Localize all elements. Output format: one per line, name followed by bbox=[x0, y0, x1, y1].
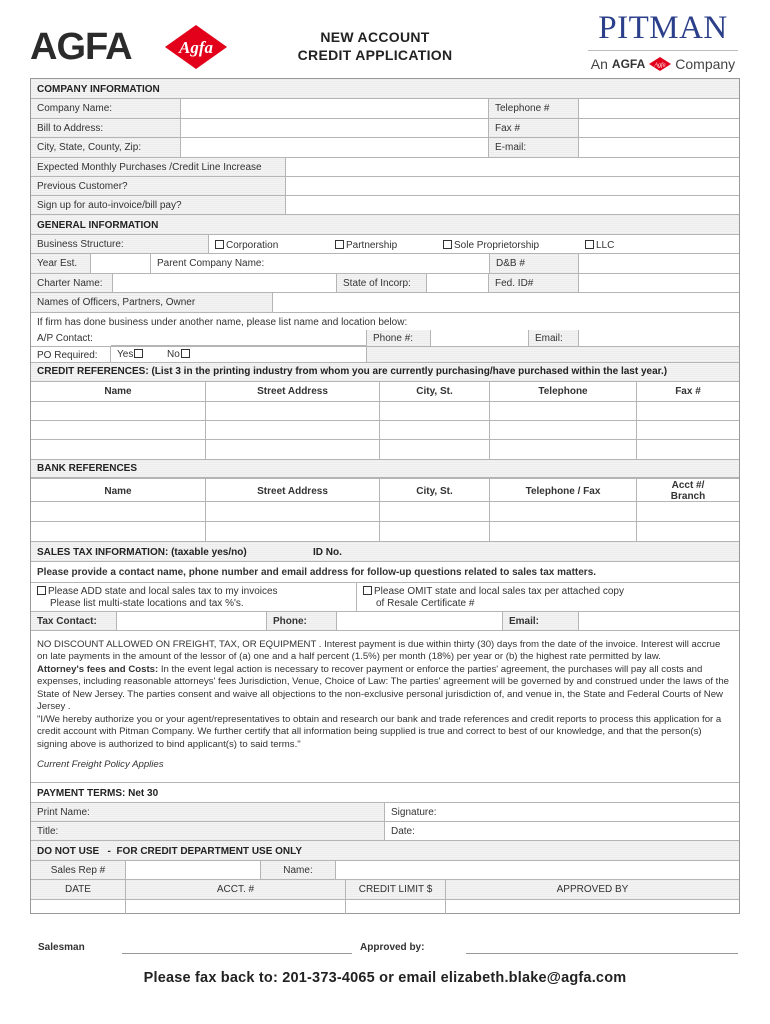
other-name-row bbox=[31, 313, 739, 330]
bank-col-name: Name bbox=[31, 479, 206, 501]
tax-contact-field[interactable] bbox=[117, 612, 267, 630]
charter-row bbox=[31, 274, 739, 293]
credit-ref-3-fax[interactable] bbox=[637, 440, 739, 459]
tax-add-sublabel: Please list multi-state locations and tax %'s. bbox=[50, 598, 244, 609]
llc-option[interactable] bbox=[579, 235, 739, 253]
date-field[interactable] bbox=[385, 822, 739, 840]
expected-purchases-label: Expected Monthly Purchases /Credit Line Increase bbox=[31, 158, 286, 176]
general-section-header bbox=[31, 215, 739, 235]
agfa-diamond-logo bbox=[164, 24, 228, 70]
credit-col-name: Name bbox=[31, 382, 206, 401]
bank-refs-columns bbox=[31, 478, 739, 502]
ap-phone-label: Phone #: bbox=[367, 330, 431, 346]
telephone-field[interactable] bbox=[579, 99, 739, 118]
city-row bbox=[31, 138, 739, 158]
sole-label: Sole Proprietorship bbox=[454, 240, 540, 251]
tagline-an: An bbox=[590, 56, 608, 72]
office-col-credit-limit: CREDIT LIMIT $ bbox=[346, 880, 446, 899]
officers-row bbox=[31, 293, 739, 313]
print-name-label: Print Name: bbox=[37, 807, 90, 818]
other-name-label: If firm has done business under another name, please list name and location below: bbox=[37, 317, 408, 328]
autopay-row bbox=[31, 196, 739, 215]
bank-col-telephone-fax: Telephone / Fax bbox=[490, 479, 637, 501]
email-field[interactable] bbox=[579, 138, 739, 157]
dnb-label: D&B # bbox=[489, 254, 579, 273]
bank-refs-header-label: BANK REFERENCES bbox=[37, 463, 138, 474]
tax-add-option[interactable] bbox=[31, 583, 357, 611]
office-approved-by-field[interactable] bbox=[446, 900, 739, 914]
credit-ref-3-city[interactable] bbox=[380, 440, 490, 459]
tax-contact-prompt: Please provide a contact name, phone number and email address for follow-up questions related to sales tax matters. bbox=[37, 567, 597, 578]
tagline-company: Company bbox=[675, 56, 736, 72]
credit-ref-2-city[interactable] bbox=[380, 421, 490, 439]
bill-to-label: Bill to Address: bbox=[31, 119, 181, 137]
credit-ref-1-city[interactable] bbox=[380, 402, 490, 420]
table-row bbox=[31, 421, 739, 440]
tax-omit-sublabel: of Resale Certificate # bbox=[376, 598, 475, 609]
signature-label: Signature: bbox=[391, 807, 437, 818]
office-col-acct: ACCT. # bbox=[126, 880, 346, 899]
sales-rep-label: Sales Rep # bbox=[31, 861, 126, 879]
expected-purchases-field[interactable] bbox=[286, 158, 739, 176]
tagline-agfa: AGFA bbox=[611, 57, 646, 71]
pitman-tagline bbox=[588, 56, 738, 72]
partnership-checkbox[interactable] bbox=[335, 240, 344, 249]
partnership-label: Partnership bbox=[346, 240, 398, 251]
office-acct-field[interactable] bbox=[126, 900, 346, 914]
ap-email-label: Email: bbox=[529, 330, 579, 346]
po-yes-checkbox[interactable] bbox=[134, 349, 143, 358]
state-incorp-label: State of Incorp: bbox=[337, 274, 427, 292]
previous-customer-field[interactable] bbox=[286, 177, 739, 195]
tax-phone-field[interactable] bbox=[337, 612, 503, 630]
general-header-label: GENERAL INFORMATION bbox=[37, 220, 159, 231]
form-title bbox=[270, 28, 480, 64]
bank-col-acct-branch: Acct #/ Branch bbox=[670, 480, 706, 502]
agfa-mini-diamond-icon bbox=[649, 57, 671, 71]
tax-contact-row bbox=[31, 612, 739, 631]
tax-omit-option[interactable] bbox=[357, 583, 739, 611]
partnership-option[interactable] bbox=[329, 235, 437, 253]
ap-email-field[interactable] bbox=[579, 330, 739, 346]
tax-add-label: Please ADD state and local sales tax to my invoices bbox=[48, 586, 278, 597]
sole-checkbox[interactable] bbox=[443, 240, 452, 249]
rep-name-label: Name: bbox=[261, 861, 336, 879]
charter-label: Charter Name: bbox=[31, 274, 113, 292]
tax-add-checkbox[interactable] bbox=[37, 586, 46, 595]
structure-row bbox=[31, 235, 739, 254]
year-est-label: Year Est. bbox=[31, 254, 91, 273]
credit-ref-3-telephone[interactable] bbox=[490, 440, 637, 459]
credit-ref-1-telephone[interactable] bbox=[490, 402, 637, 420]
credit-ref-3-name[interactable] bbox=[31, 440, 206, 459]
po-yes-option[interactable] bbox=[111, 347, 161, 362]
title-label: Title: bbox=[37, 826, 59, 837]
sales-tax-header bbox=[31, 542, 739, 562]
officers-field[interactable] bbox=[273, 293, 739, 312]
office-use-header bbox=[31, 841, 739, 861]
salesman-signature-line[interactable] bbox=[122, 953, 352, 954]
credit-ref-2-street[interactable] bbox=[206, 421, 380, 439]
bank-col-street: Street Address bbox=[206, 479, 380, 501]
table-row bbox=[31, 900, 739, 914]
credit-ref-1-name[interactable] bbox=[31, 402, 206, 420]
pitman-divider bbox=[588, 50, 738, 51]
legal-paragraph-2 bbox=[37, 664, 733, 713]
freight-policy-note: Current Freight Policy Applies bbox=[37, 759, 164, 770]
title-field[interactable] bbox=[31, 822, 385, 840]
bank-ref-2-telephone[interactable] bbox=[490, 522, 637, 541]
email-label: E-mail: bbox=[489, 138, 579, 157]
company-name-label: Company Name: bbox=[31, 99, 181, 118]
credit-col-telephone: Telephone bbox=[490, 382, 637, 401]
previous-customer-label: Previous Customer? bbox=[31, 177, 286, 195]
approved-by-signature-line[interactable] bbox=[466, 953, 738, 954]
bank-refs-header bbox=[31, 460, 739, 478]
table-row bbox=[31, 502, 739, 522]
office-credit-limit-field[interactable] bbox=[346, 900, 446, 914]
table-row bbox=[31, 522, 739, 542]
llc-checkbox[interactable] bbox=[585, 240, 594, 249]
corporation-checkbox[interactable] bbox=[215, 240, 224, 249]
office-date-field[interactable] bbox=[31, 900, 126, 914]
attorney-fees-heading: Attorney's fees and Costs: bbox=[37, 664, 159, 675]
office-col-approved-by: APPROVED BY bbox=[446, 880, 739, 899]
attorney-fees-text: In the event legal action is necessary to recover payment or enforce the parties' agreement, the purchases will pay all costs and expenses, including reasonable attorneys' fees Jurisdiction, Venue, Choice of Law: The parties' agreement will be governed by and construed under the laws of the State of New Jersey. The parties consent and waive all objections to the non-exclusive personal jurisdiction of, and venue in, the State and Federal Courts of New Jersey . bbox=[37, 664, 729, 712]
tax-email-label: Email: bbox=[503, 612, 579, 630]
autopay-label: Sign up for auto-invoice/bill pay? bbox=[31, 196, 286, 214]
corporation-option[interactable] bbox=[209, 235, 329, 253]
bank-ref-2-acct[interactable] bbox=[637, 522, 739, 541]
credit-ref-1-street[interactable] bbox=[206, 402, 380, 420]
year-est-field[interactable] bbox=[91, 254, 151, 273]
corporation-label: Corporation bbox=[226, 240, 279, 251]
autopay-field[interactable] bbox=[286, 196, 739, 214]
rep-name-field[interactable] bbox=[336, 861, 739, 879]
bill-to-row bbox=[31, 119, 739, 138]
bank-ref-1-city[interactable] bbox=[380, 502, 490, 521]
agfa-logo-text: AGFA bbox=[30, 26, 132, 68]
po-no-option[interactable] bbox=[161, 347, 367, 362]
office-use-header-label: DO NOT USE - FOR CREDIT DEPARTMENT USE ONLY bbox=[37, 846, 303, 857]
date-label: Date: bbox=[391, 826, 415, 837]
credit-ref-2-telephone[interactable] bbox=[490, 421, 637, 439]
print-name-row bbox=[31, 803, 739, 822]
title-line-1: NEW ACCOUNT bbox=[320, 29, 430, 45]
company-name-row bbox=[31, 99, 739, 119]
ap-contact-field[interactable] bbox=[111, 330, 367, 346]
table-row bbox=[31, 402, 739, 421]
credit-ref-2-name[interactable] bbox=[31, 421, 206, 439]
credit-col-fax: Fax # bbox=[675, 386, 701, 397]
bank-ref-1-street[interactable] bbox=[206, 502, 380, 521]
company-header-label: COMPANY INFORMATION bbox=[37, 84, 160, 95]
legal-paragraph-1: NO DISCOUNT ALLOWED ON FREIGHT, TAX, OR EQUIPMENT . Interest payment is due within thirty (30) days from the date of the invoice. Interest will accrue on late payments in the amount of the lessor of (a) one and a half percent (1.5%) per month (18%) per year or (b) the highest rate permitted by law. bbox=[37, 639, 721, 663]
tax-email-field[interactable] bbox=[579, 612, 739, 630]
po-no-label: No bbox=[167, 349, 180, 360]
legal-paragraph-3: "I/We hereby authorize you or your agent/representatives to obtain and research our bank and trade references and credit reports to process this application for a credit account with Pitman Company. We further certify that all information being supplied is true and correct to best of our knowledge, and that the person(s) signing above is authorized to bind applicant(s) to said terms." bbox=[37, 714, 722, 750]
table-row bbox=[31, 440, 739, 460]
bank-ref-2-city[interactable] bbox=[380, 522, 490, 541]
application-form bbox=[30, 78, 740, 914]
tax-omit-label: Please OMIT state and local sales tax per attached copy bbox=[374, 586, 624, 597]
structure-label: Business Structure: bbox=[31, 235, 209, 253]
credit-refs-columns bbox=[31, 382, 739, 402]
tax-options-row bbox=[31, 583, 739, 612]
po-no-checkbox[interactable] bbox=[181, 349, 190, 358]
llc-label: LLC bbox=[596, 240, 615, 251]
ap-contact-row bbox=[31, 330, 739, 347]
office-col-date: DATE bbox=[31, 880, 126, 899]
svg-text:Agfa: Agfa bbox=[179, 38, 213, 57]
fax-back-instructions: Please fax back to: 201-373-4065 or email elizabeth.blake@agfa.com bbox=[143, 970, 627, 986]
po-row bbox=[31, 347, 739, 363]
svg-text:Agfa: Agfa bbox=[654, 62, 666, 69]
payment-terms-row bbox=[31, 783, 739, 803]
fed-id-field[interactable] bbox=[579, 274, 739, 292]
bank-ref-2-name[interactable] bbox=[31, 522, 206, 541]
tax-contact-label: Tax Contact: bbox=[31, 612, 117, 630]
previous-row bbox=[31, 177, 739, 196]
year-row bbox=[31, 254, 739, 274]
state-incorp-field[interactable] bbox=[427, 274, 489, 292]
tax-contact-prompt-row bbox=[31, 562, 739, 583]
legal-terms-block bbox=[31, 631, 739, 783]
fax-field[interactable] bbox=[579, 119, 739, 137]
dnb-field[interactable] bbox=[579, 254, 739, 273]
expected-row bbox=[31, 158, 739, 177]
fax-label: Fax # bbox=[489, 119, 579, 137]
pitman-logo: PITMAN bbox=[598, 10, 728, 46]
sales-rep-field[interactable] bbox=[126, 861, 261, 879]
credit-ref-3-street[interactable] bbox=[206, 440, 380, 459]
credit-col-city: City, St. bbox=[380, 382, 490, 401]
po-required-label: PO Required: bbox=[31, 347, 111, 362]
ap-phone-field[interactable] bbox=[431, 330, 529, 346]
fed-id-label: Fed. ID# bbox=[489, 274, 579, 292]
bank-col-city: City, St. bbox=[380, 479, 490, 501]
company-name-field[interactable] bbox=[181, 99, 489, 118]
sales-tax-id-label[interactable]: ID No. bbox=[313, 547, 342, 558]
po-row-shading bbox=[367, 347, 739, 362]
credit-ref-1-fax[interactable] bbox=[637, 402, 739, 420]
tax-omit-checkbox[interactable] bbox=[363, 586, 372, 595]
officers-label: Names of Officers, Partners, Owner bbox=[31, 293, 273, 312]
salesman-label: Salesman bbox=[38, 942, 85, 953]
sole-option[interactable] bbox=[437, 235, 579, 253]
bank-ref-2-street[interactable] bbox=[206, 522, 380, 541]
credit-refs-header-label: CREDIT REFERENCES: (List 3 in the printing industry from whom you are currently purchasing/have purchased within the last year.) bbox=[37, 366, 668, 377]
bank-ref-1-acct[interactable] bbox=[637, 502, 739, 521]
credit-col-street: Street Address bbox=[206, 382, 380, 401]
sales-rep-row bbox=[31, 861, 739, 880]
bill-to-field[interactable] bbox=[181, 119, 489, 137]
sales-tax-header-label: SALES TAX INFORMATION: (taxable yes/no) bbox=[37, 547, 247, 558]
print-name-field[interactable] bbox=[31, 803, 385, 821]
credit-ref-2-fax[interactable] bbox=[637, 421, 739, 439]
tax-phone-label: Phone: bbox=[267, 612, 337, 630]
signature-field[interactable] bbox=[385, 803, 739, 821]
parent-company-label[interactable]: Parent Company Name: bbox=[157, 258, 265, 269]
bank-ref-1-name[interactable] bbox=[31, 502, 206, 521]
approved-by-label: Approved by: bbox=[360, 942, 425, 953]
ap-contact-label: A/P Contact: bbox=[37, 333, 93, 344]
city-field[interactable] bbox=[181, 138, 489, 157]
payment-terms-label: PAYMENT TERMS: Net 30 bbox=[37, 788, 159, 799]
charter-field[interactable] bbox=[113, 274, 337, 292]
telephone-label: Telephone # bbox=[489, 99, 579, 118]
title-line-2: CREDIT APPLICATION bbox=[297, 47, 453, 63]
credit-refs-header bbox=[31, 363, 739, 382]
city-label: City, State, County, Zip: bbox=[31, 138, 181, 157]
po-yes-label: Yes bbox=[117, 349, 134, 360]
bank-ref-1-telephone[interactable] bbox=[490, 502, 637, 521]
title-date-row bbox=[31, 822, 739, 841]
company-section-header bbox=[31, 79, 739, 99]
office-columns bbox=[31, 880, 739, 900]
